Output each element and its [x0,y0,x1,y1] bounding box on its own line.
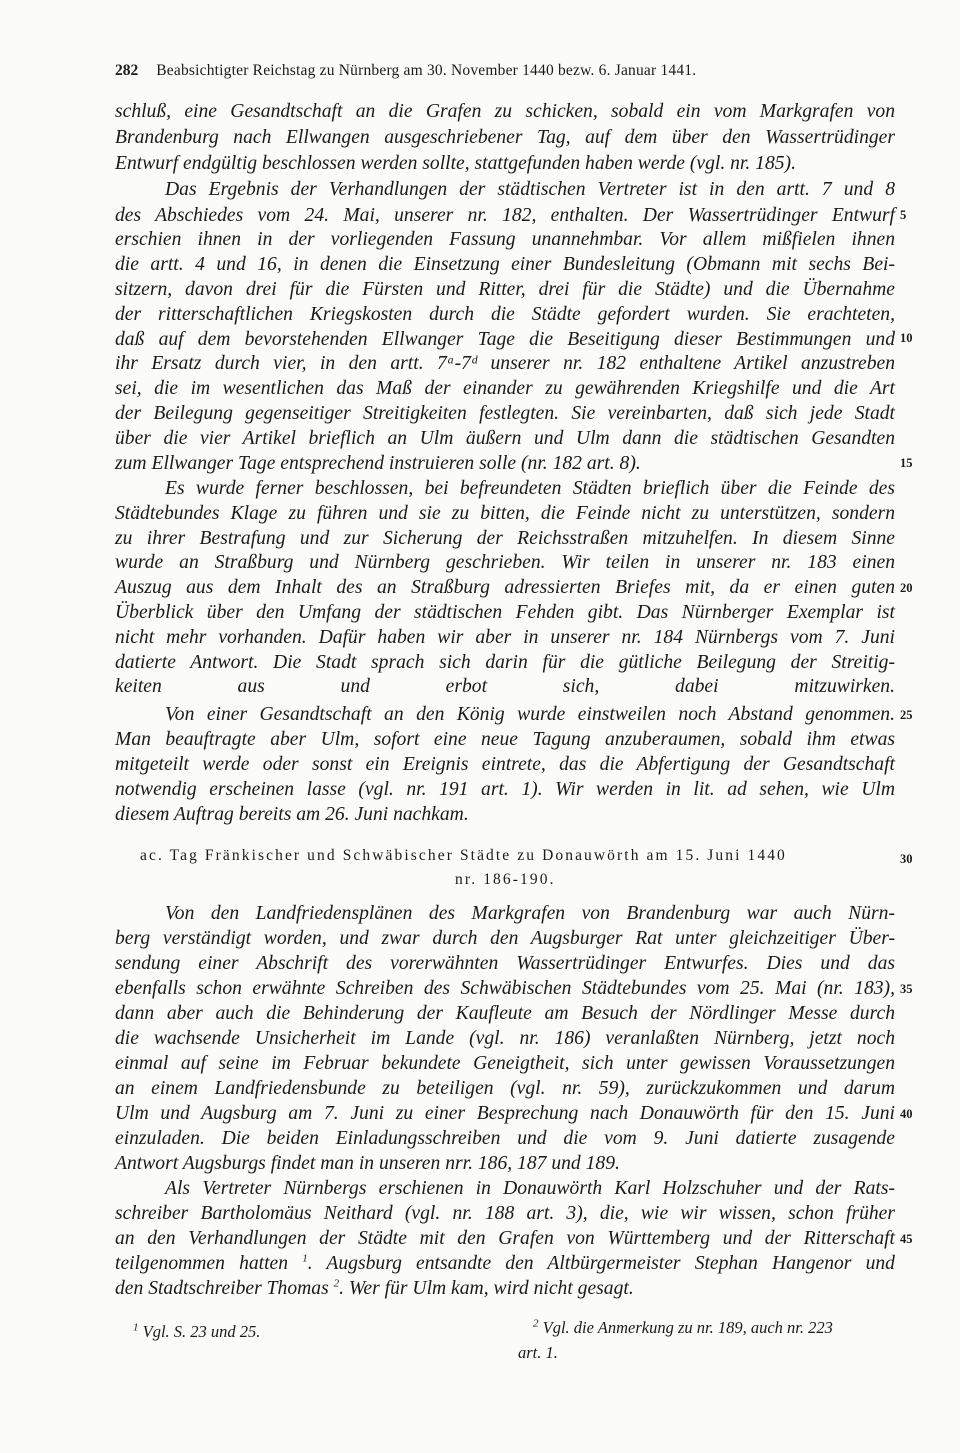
text-line: die artt. 4 und 16, in denen die Einsetzung einer Bundesleitung (Obmann mit sechs Bei- [115,254,895,275]
running-header [115,62,815,80]
line-number: 10 [900,331,913,345]
line-text: . Wer für Ulm kam, wird nicht gesagt. [339,1278,634,1299]
text-line: Überblick über den Umfang der städtischen Fehden gibt. Das Nürnberger Exemplar ist [115,602,895,623]
text-line: sendung einer Abschrift des vorerwähnten Wassertrüdinger Entwurfes. Dies und das [115,953,895,974]
text-line: ebenfalls schon erwähnte Schreiben des Schwäbischen Städtebundes vom 25. Mai (nr. 183), [115,978,895,999]
text-line: des Abschiedes vom 24. Mai, unserer nr. 182, enthalten. Der Wassertrüdinger Entwurf [115,205,895,226]
text-line: notwendig erscheinen lasse (vgl. nr. 191 art. 1). Wir werden in lit. ad sehen, wie Ulm [115,779,895,800]
line-number: 30 [900,852,913,866]
text-line: ihr Ersatz durch vier, in den artt. 7ᵃ-7ᵈ unserer nr. 182 enthaltene Artikel anzustreben [115,353,895,374]
text-line: schreiber Bartholomäus Neithard (vgl. nr. 188 art. 3), die, wie wir wissen, schon früher [115,1203,895,1224]
text-line: wurde an Straßburg und Nürnberg geschrieben. Wir teilen in unserer nr. 183 einen [115,552,895,573]
text-line: der ritterschaftlichen Kriegskosten durch die Städte gefordert wurden. Sie erachteten, [115,304,895,325]
line-number: 45 [900,1232,913,1246]
line-number: 40 [900,1107,913,1121]
text-line: schluß, eine Gesandtschaft an die Grafen zu schicken, sobald ein vom Markgrafen von [115,101,895,122]
text-line: nicht mehr vorhanden. Dafür haben wir aber in unserer nr. 184 Nürnbergs vom 7. Juni [115,627,895,648]
text-line: einzuladen. Die beiden Einladungsschreiben und die vom 9. Juni datierte zusagende [115,1128,895,1149]
footnote-mark: 2 [533,1317,539,1330]
section-heading: ac. Tag Fränkischer und Schwäbischer Städte zu Donauwörth am 15. Juni 1440 [140,847,787,864]
line-number: 15 [900,456,913,470]
text-line: Es wurde ferner beschlossen, bei befreundeten Städten brieflich über die Feinde des [165,478,895,499]
text-line: der Beilegung gegenseitiger Streitigkeiten festlegten. Sie vereinbarten, daß sich jede Stadt [115,403,895,424]
text-line: Auszug aus dem Inhalt des an Straßburg adressierten Briefes mit, da er einen guten [115,577,895,598]
text-line [115,1252,895,1276]
text-line: zu ihrer Bestrafung und zur Sicherung der Reichsstraßen mitzuhelfen. In diesem Sinne [115,528,895,549]
line-text: teilgenommen hatten [115,1253,303,1274]
footnote-2 [533,1318,833,1338]
text-line: datierte Antwort. Die Stadt sprach sich darin für die gütliche Beilegung der Streitig- [115,652,895,673]
text-line: Entwurf endgültig beschlossen werden sollte, stattgefunden haben werde (vgl. nr. 185). [115,153,796,174]
line-number: 20 [900,581,913,595]
text-line [115,1277,895,1301]
text-line: daß auf dem bevorstehenden Ellwanger Tage die Beseitigung dieser Bestimmungen und [115,329,895,350]
text-line: die wachsende Unsicherheit im Lande (vgl. nr. 186) veranlaßten Nürnberg, jetzt noch [115,1028,895,1049]
text-line: berg verständigt worden, und zwar durch den Augsburger Rat unter gleichzeitiger Über- [115,928,895,949]
line-number: 5 [900,208,907,222]
page-number: 282 [115,62,139,79]
footnote-text: Vgl. die Anmerkung zu nr. 189, auch nr. 223 [542,1318,833,1337]
footnote-1 [133,1322,260,1342]
text-line: an den Verhandlungen der Städte mit den Grafen von Württemberg und der Ritterschaft [115,1228,895,1249]
text-line: erschien ihnen in der vorliegenden Fassung unannehmbar. Vor allem mißfielen ihnen [115,229,895,250]
text-line: keiten aus und erbot sich, dabei mitzuwirken. [115,676,895,697]
footnote-ref-1: 1 [302,1252,308,1265]
text-line: Ulm und Augsburg am 7. Juni zu einer Besprechung nach Donauwörth für den 15. Juni [115,1103,895,1124]
line-number: 35 [900,982,913,996]
footnote-ref-2: 2 [333,1277,340,1290]
text-line: Das Ergebnis der Verhandlungen der städtischen Vertreter ist in den artt. 7 und 8 [165,179,895,200]
text-line: über die vier Artikel brieflich an Ulm äußern und Ulm dann die städtischen Gesandten [115,428,895,449]
text-line: mitgeteilt werde oder sonst ein Ereignis eintrete, das die Abfertigung der Gesandtschaft [115,754,895,775]
text-line: Von den Landfriedensplänen des Markgrafen von Brandenburg war auch Nürn- [165,903,895,924]
text-line: Man beauftragte aber Ulm, sofort eine neue Tagung anzuberaumen, sobald ihm etwas [115,729,895,750]
footnote-mark: 1 [133,1321,139,1334]
text-line: sei, die im wesentlichen das Maß der einander zu gewährenden Kriegshilfe und die Art [115,378,895,399]
text-line: einmal auf seine im Februar bekundete Geneigtheit, sich unter gewissen Voraussetzungen [115,1053,895,1074]
running-title: Beabsichtigter Reichstag zu Nürnberg am 30. November 1440 bezw. 6. Januar 1441. [156,62,697,79]
line-text: . Augsburg entsandte den Altbürgermeister Stephan Hangenor und [307,1253,895,1274]
footnote-2-cont: art. 1. [518,1343,558,1362]
text-line: Antwort Augsburgs findet man in unseren nrr. 186, 187 und 189. [115,1153,620,1174]
footnote-text: Vgl. S. 23 und 25. [142,1322,261,1341]
text-line: Als Vertreter Nürnbergs erschienen in Donauwörth Karl Holzschuher und der Rats- [165,1178,895,1199]
text-line: zum Ellwanger Tage entsprechend instruieren solle (nr. 182 art. 8). [115,453,641,474]
text-line: dann aber auch die Behinderung der Kaufleute am Besuch der Nördlinger Messe durch [115,1003,895,1024]
text-line: sitzern, davon drei für die Fürsten und Ritter, drei für die Städte) und die Übernahme [115,279,895,300]
section-heading-cont: nr. 186-190. [455,871,556,888]
text-line: diesem Auftrag bereits am 26. Juni nachkam. [115,804,469,825]
line-text: den Stadtschreiber Thomas [115,1278,334,1299]
text-line: Städtebundes Klage zu führen und sie zu bitten, die Feinde nicht zu unterstützen, sondern [115,503,895,524]
text-line: Von einer Gesandtschaft an den König wurde einstweilen noch Abstand genommen. [165,704,895,725]
text-line: Brandenburg nach Ellwangen ausgeschriebener Tag, auf dem über den Wassertrüdinger [115,127,895,148]
text-line: an einem Landfriedensbunde zu beteiligen (vgl. nr. 59), zurückzukommen und darum [115,1078,895,1099]
line-number: 25 [900,708,913,722]
